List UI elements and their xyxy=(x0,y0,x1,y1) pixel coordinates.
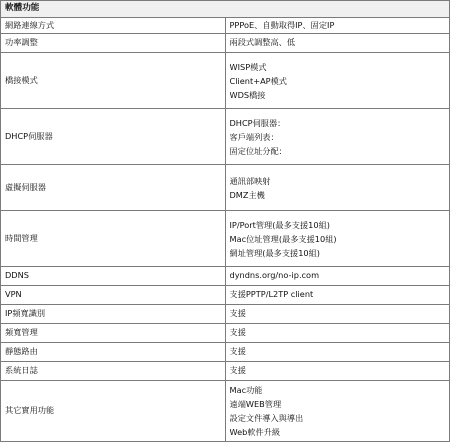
row-label: 系統日誌 xyxy=(1,362,226,381)
row-value: 支援 xyxy=(225,305,450,324)
row-label: 網路連線方式 xyxy=(1,18,226,34)
table-row xyxy=(1,286,450,305)
table-row xyxy=(1,305,450,324)
table-row xyxy=(1,18,450,34)
table-row xyxy=(1,324,450,343)
table-row xyxy=(1,53,450,109)
table-row xyxy=(1,34,450,53)
value-line: 客戶端列表： xyxy=(229,131,279,142)
row-label: 靜態路由 xyxy=(1,343,226,362)
row-label: 橋接模式 xyxy=(1,53,226,109)
row-value xyxy=(225,381,450,442)
value-line: 網址管理(最多支援10組) xyxy=(229,247,320,258)
value-line: 設定文件導入與導出 xyxy=(229,413,304,423)
value-line: WISP模式 xyxy=(229,61,267,72)
table-row xyxy=(1,211,450,267)
value-line: 遠端WEB管理 xyxy=(229,399,282,409)
row-label: 功率調整 xyxy=(1,34,226,53)
row-label: 虛擬伺服器 xyxy=(1,165,226,211)
table-row xyxy=(1,267,450,286)
table-row xyxy=(1,381,450,442)
row-value xyxy=(225,109,450,165)
row-value: 兩段式調整高、低 xyxy=(225,34,450,53)
table-row xyxy=(1,343,450,362)
table-header-row xyxy=(1,1,450,18)
value-line: Mac功能 xyxy=(229,385,263,395)
row-label: VPN xyxy=(1,286,226,305)
table-header-title: 軟體功能 xyxy=(1,1,450,18)
table-row xyxy=(1,109,450,165)
value-line: 固定位址分配： xyxy=(229,145,287,156)
table-row xyxy=(1,362,450,381)
value-line: Web軟件升級 xyxy=(229,427,281,437)
row-value: 支援 xyxy=(225,343,450,362)
row-value: 支援 xyxy=(225,324,450,343)
row-value: dyndns.org/no-ip.com xyxy=(225,267,450,286)
row-value: 支援 xyxy=(225,362,450,381)
row-value: PPPoE、自動取得IP、固定IP xyxy=(225,18,450,34)
row-value xyxy=(225,165,450,211)
row-value xyxy=(225,53,450,109)
row-label: DDNS xyxy=(1,267,226,286)
row-label: IP頻寬識別 xyxy=(1,305,226,324)
value-line: 通訊部映射 xyxy=(229,175,271,186)
value-line: DMZ主機 xyxy=(229,189,265,200)
row-label: 時間管理 xyxy=(1,211,226,267)
row-value xyxy=(225,211,450,267)
value-line: DHCP伺服器： xyxy=(229,117,286,128)
row-label: DHCP伺服器 xyxy=(1,109,226,165)
value-line: Mac位址管理(最多支援10組) xyxy=(229,233,337,244)
row-label: 頻寬管理 xyxy=(1,324,226,343)
row-label: 其它實用功能 xyxy=(1,381,226,442)
value-line: Client+AP模式 xyxy=(229,75,287,86)
value-line: WDS橋接 xyxy=(229,89,266,100)
table-row xyxy=(1,165,450,211)
value-line: IP/Port管理(最多支援10組) xyxy=(229,219,330,230)
row-value: 支援PPTP/L2TP client xyxy=(225,286,450,305)
